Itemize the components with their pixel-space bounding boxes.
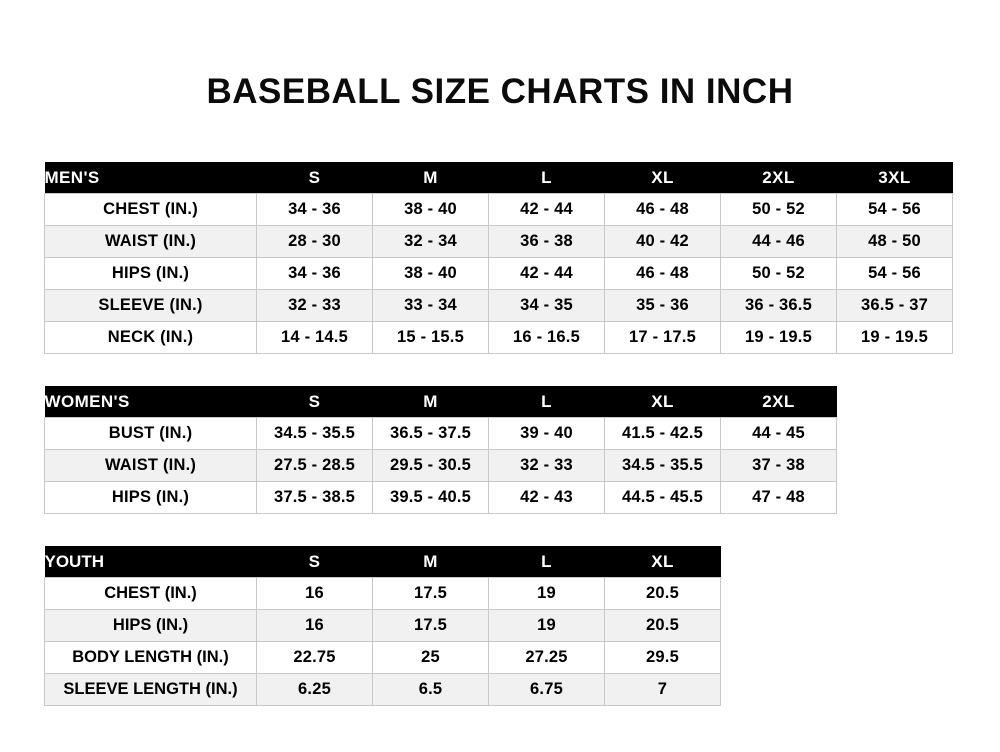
womens-size-table xyxy=(44,386,837,514)
cell: 34 - 35 xyxy=(489,290,605,322)
mens-header-category: MEN'S xyxy=(45,162,257,194)
cell: 44.5 - 45.5 xyxy=(605,482,721,514)
womens-header-s: S xyxy=(257,386,373,418)
cell: 16 - 16.5 xyxy=(489,322,605,354)
cell: 29.5 - 30.5 xyxy=(373,450,489,482)
tables-container xyxy=(0,162,1000,706)
table-row xyxy=(45,418,837,450)
table-row xyxy=(45,642,721,674)
cell: 15 - 15.5 xyxy=(373,322,489,354)
cell: 36 - 36.5 xyxy=(721,290,837,322)
row-label: HIPS (IN.) xyxy=(45,482,257,514)
cell: 20.5 xyxy=(605,610,721,642)
table-row xyxy=(45,482,837,514)
youth-header-s: S xyxy=(257,546,373,578)
table-row xyxy=(45,578,721,610)
row-label: WAIST (IN.) xyxy=(45,450,257,482)
cell: 34.5 - 35.5 xyxy=(605,450,721,482)
table-row xyxy=(45,226,953,258)
page-title: BASEBALL SIZE CHARTS IN INCH xyxy=(206,72,794,111)
cell: 54 - 56 xyxy=(837,194,953,226)
table-header-row xyxy=(45,162,953,194)
cell: 50 - 52 xyxy=(721,258,837,290)
table-header-row xyxy=(45,386,837,418)
cell: 50 - 52 xyxy=(721,194,837,226)
cell: 17.5 xyxy=(373,610,489,642)
cell: 37 - 38 xyxy=(721,450,837,482)
mens-header-m: M xyxy=(373,162,489,194)
cell: 19 - 19.5 xyxy=(721,322,837,354)
womens-header-xl: XL xyxy=(605,386,721,418)
cell: 42 - 43 xyxy=(489,482,605,514)
mens-header-xl: XL xyxy=(605,162,721,194)
youth-header-category: YOUTH xyxy=(45,546,257,578)
cell: 27.5 - 28.5 xyxy=(257,450,373,482)
youth-table-header xyxy=(45,546,721,578)
cell: 38 - 40 xyxy=(373,258,489,290)
cell: 16 xyxy=(257,578,373,610)
cell: 32 - 33 xyxy=(257,290,373,322)
cell: 34 - 36 xyxy=(257,194,373,226)
cell: 39 - 40 xyxy=(489,418,605,450)
table-row xyxy=(45,322,953,354)
cell: 22.75 xyxy=(257,642,373,674)
cell: 36.5 - 37 xyxy=(837,290,953,322)
row-label: SLEEVE LENGTH (IN.) xyxy=(45,674,257,706)
cell: 48 - 50 xyxy=(837,226,953,258)
cell: 37.5 - 38.5 xyxy=(257,482,373,514)
table-row xyxy=(45,290,953,322)
cell: 36.5 - 37.5 xyxy=(373,418,489,450)
cell: 19 - 19.5 xyxy=(837,322,953,354)
table-row xyxy=(45,610,721,642)
womens-table-header xyxy=(45,386,837,418)
cell: 42 - 44 xyxy=(489,258,605,290)
row-label: HIPS (IN.) xyxy=(45,258,257,290)
cell: 6.75 xyxy=(489,674,605,706)
cell: 28 - 30 xyxy=(257,226,373,258)
row-label: BUST (IN.) xyxy=(45,418,257,450)
row-label: SLEEVE (IN.) xyxy=(45,290,257,322)
youth-table-body xyxy=(45,578,721,706)
youth-size-table xyxy=(44,546,721,706)
youth-header-xl: XL xyxy=(605,546,721,578)
cell: 6.5 xyxy=(373,674,489,706)
table-row xyxy=(45,194,953,226)
cell: 40 - 42 xyxy=(605,226,721,258)
womens-header-l: L xyxy=(489,386,605,418)
cell: 16 xyxy=(257,610,373,642)
womens-header-2xl: 2XL xyxy=(721,386,837,418)
cell: 47 - 48 xyxy=(721,482,837,514)
cell: 25 xyxy=(373,642,489,674)
table-row xyxy=(45,674,721,706)
cell: 36 - 38 xyxy=(489,226,605,258)
cell: 54 - 56 xyxy=(837,258,953,290)
mens-header-3xl: 3XL xyxy=(837,162,953,194)
cell: 27.25 xyxy=(489,642,605,674)
womens-table-body xyxy=(45,418,837,514)
cell: 46 - 48 xyxy=(605,258,721,290)
cell: 6.25 xyxy=(257,674,373,706)
row-label: CHEST (IN.) xyxy=(45,194,257,226)
youth-header-l: L xyxy=(489,546,605,578)
cell: 44 - 46 xyxy=(721,226,837,258)
womens-header-m: M xyxy=(373,386,489,418)
cell: 19 xyxy=(489,610,605,642)
row-label: BODY LENGTH (IN.) xyxy=(45,642,257,674)
cell: 42 - 44 xyxy=(489,194,605,226)
cell: 19 xyxy=(489,578,605,610)
cell: 20.5 xyxy=(605,578,721,610)
mens-size-table xyxy=(44,162,953,354)
mens-table-body xyxy=(45,194,953,354)
mens-table-header xyxy=(45,162,953,194)
youth-header-m: M xyxy=(373,546,489,578)
cell: 44 - 45 xyxy=(721,418,837,450)
cell: 14 - 14.5 xyxy=(257,322,373,354)
table-header-row xyxy=(45,546,721,578)
cell: 46 - 48 xyxy=(605,194,721,226)
cell: 39.5 - 40.5 xyxy=(373,482,489,514)
cell: 38 - 40 xyxy=(373,194,489,226)
mens-header-l: L xyxy=(489,162,605,194)
row-label: WAIST (IN.) xyxy=(45,226,257,258)
cell: 35 - 36 xyxy=(605,290,721,322)
row-label: HIPS (IN.) xyxy=(45,610,257,642)
cell: 33 - 34 xyxy=(373,290,489,322)
mens-header-s: S xyxy=(257,162,373,194)
cell: 32 - 34 xyxy=(373,226,489,258)
cell: 29.5 xyxy=(605,642,721,674)
cell: 34.5 - 35.5 xyxy=(257,418,373,450)
row-label: CHEST (IN.) xyxy=(45,578,257,610)
row-label: NECK (IN.) xyxy=(45,322,257,354)
table-row xyxy=(45,450,837,482)
table-row xyxy=(45,258,953,290)
cell: 32 - 33 xyxy=(489,450,605,482)
cell: 41.5 - 42.5 xyxy=(605,418,721,450)
cell: 17 - 17.5 xyxy=(605,322,721,354)
mens-header-2xl: 2XL xyxy=(721,162,837,194)
womens-header-category: WOMEN'S xyxy=(45,386,257,418)
cell: 7 xyxy=(605,674,721,706)
cell: 17.5 xyxy=(373,578,489,610)
cell: 34 - 36 xyxy=(257,258,373,290)
